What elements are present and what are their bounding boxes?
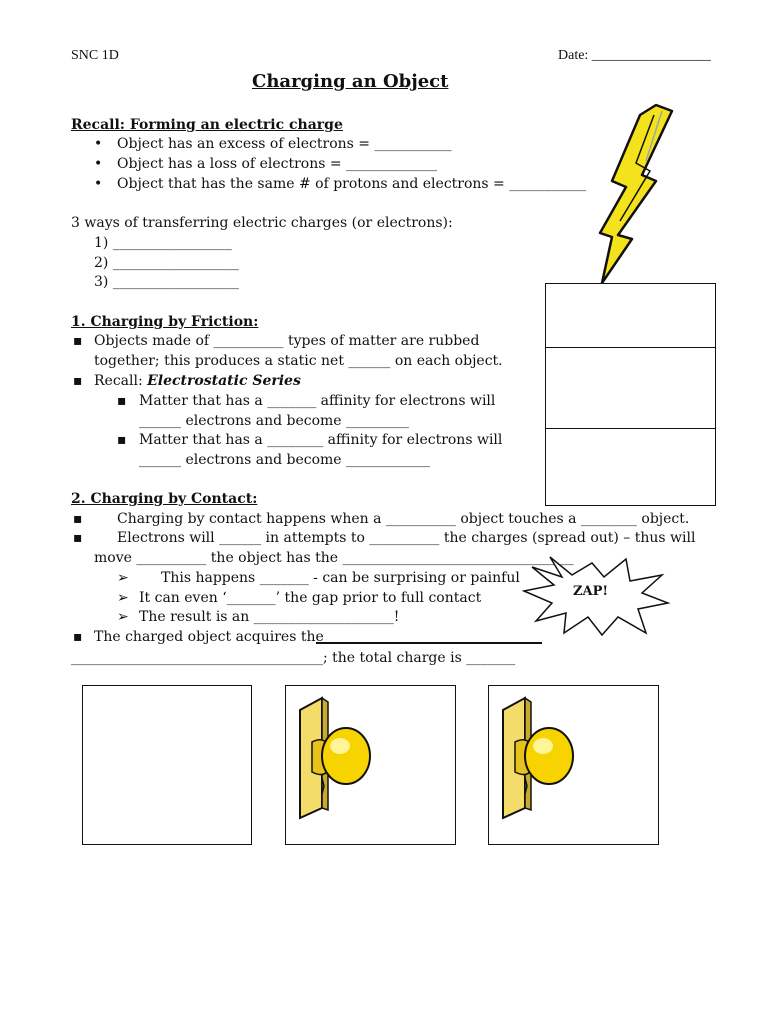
answer-line	[316, 642, 542, 644]
doorknob-icon	[294, 696, 374, 820]
doorknob-box	[285, 685, 456, 845]
ways-intro: 3 ways of transferring electric charges (or electrons):	[71, 215, 453, 231]
contact-text: ____________________________________; the total charge is _______	[71, 650, 516, 666]
ways-item: 1) _________________	[94, 235, 232, 251]
bullet-icon: •	[94, 176, 103, 192]
electrostatic-series-term: Electrostatic Series	[147, 373, 301, 389]
recall-item: Object has a loss of electrons = _____________	[117, 156, 438, 172]
square-bullet-icon: ▪	[73, 511, 83, 527]
arrow-bullet-icon: ➢	[117, 590, 129, 606]
friction-heading: 1. Charging by Friction:	[71, 314, 259, 330]
square-bullet-icon: ▪	[117, 432, 127, 448]
date-field: Date: _________________	[558, 48, 711, 63]
friction-sub: ______ electrons and become ____________	[139, 452, 431, 468]
contact-sub: The result is an ____________________!	[139, 609, 400, 625]
square-bullet-icon: ▪	[117, 393, 127, 409]
contact-text: Electrons will ______ in attempts to __________ the charges (spread out) – thus will	[117, 530, 696, 546]
recall-item: Object that has the same # of protons and electrons = ___________	[117, 176, 587, 192]
contact-sub: This happens _______ - can be surprising or painful	[161, 570, 520, 586]
friction-recall	[94, 371, 301, 391]
contact-text: The charged object acquires the	[94, 629, 324, 645]
contact-heading: 2. Charging by Contact:	[71, 491, 258, 507]
answer-box-stack	[545, 283, 716, 506]
arrow-bullet-icon: ➢	[117, 570, 129, 586]
square-bullet-icon: ▪	[73, 629, 83, 645]
friction-sub: Matter that has a ________ affinity for electrons will	[139, 432, 503, 448]
friction-sub: Matter that has a _______ affinity for electrons will	[139, 393, 496, 409]
zap-label: ZAP!	[573, 584, 609, 599]
square-bullet-icon: ▪	[73, 333, 83, 349]
square-bullet-icon: ▪	[73, 373, 83, 389]
lightning-bolt-icon	[596, 101, 674, 285]
doorknob-icon	[497, 696, 577, 820]
ways-item: 3) __________________	[94, 274, 239, 290]
square-bullet-icon: ▪	[73, 530, 83, 546]
recall-heading: Recall: Forming an electric charge	[71, 117, 343, 133]
doorknob-box	[488, 685, 659, 845]
drawing-box	[82, 685, 252, 845]
friction-text: Objects made of __________ types of matter are rubbed	[94, 333, 480, 349]
bullet-icon: •	[94, 156, 103, 172]
ways-item: 2) __________________	[94, 255, 239, 271]
friction-recall-prefix: Recall:	[94, 373, 148, 389]
contact-text: move __________ the object has the _________________________________	[94, 550, 574, 566]
arrow-bullet-icon: ➢	[117, 609, 129, 625]
bullet-icon: •	[94, 136, 103, 152]
recall-item: Object has an excess of electrons = ___________	[117, 136, 452, 152]
page-title: Charging an Object	[252, 71, 449, 92]
contact-text: Charging by contact happens when a __________ object touches a ________ object.	[117, 511, 690, 527]
course-code: SNC 1D	[71, 48, 119, 63]
friction-sub: ______ electrons and become _________	[139, 413, 410, 429]
friction-text: together; this produces a static net ______ on each object.	[94, 353, 503, 369]
contact-sub: It can even ‘_______’ the gap prior to full contact	[139, 590, 482, 606]
